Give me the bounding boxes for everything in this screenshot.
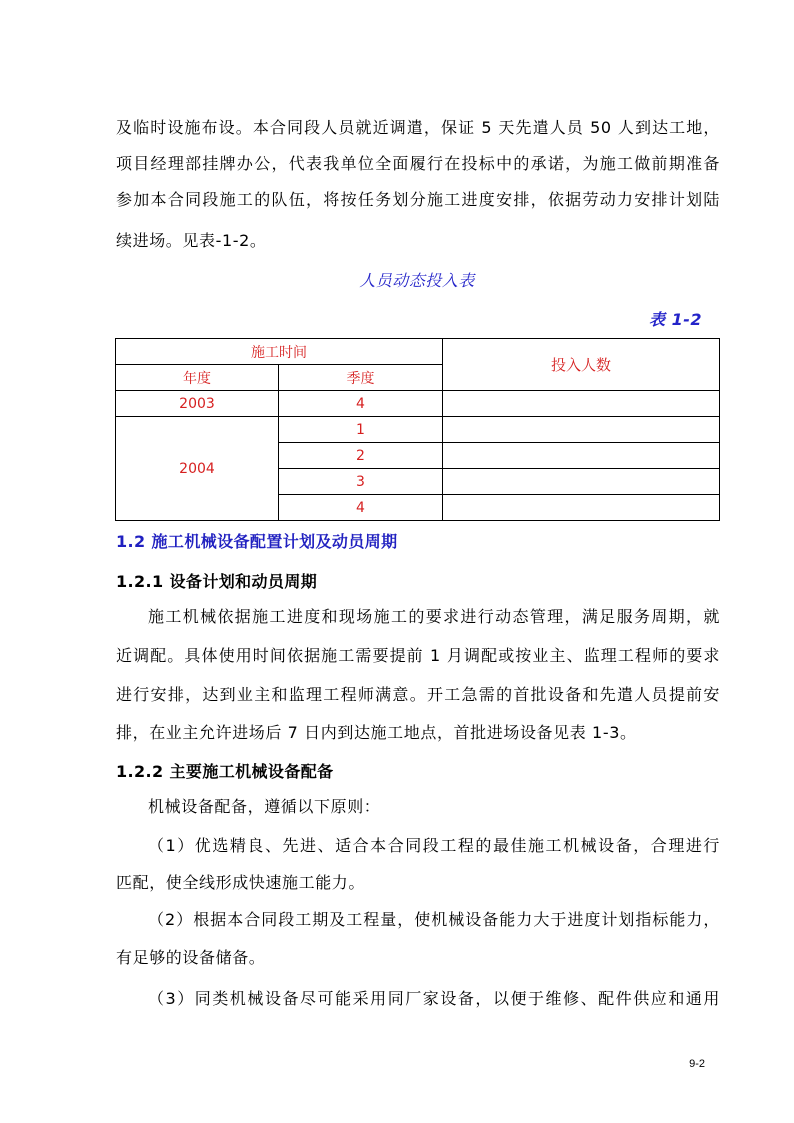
- intro-line-3: 参加本合同段施工的队伍，将按任务划分施工进度安排，依据劳动力安排计划陆: [116, 190, 720, 209]
- table-title: 人员动态投入表: [359, 271, 475, 290]
- para-1-2-2-line-4: （2）根据本合同段工期及工程量，使机械设备能力大于进度计划指标能力，: [148, 910, 720, 929]
- cell-people: [443, 469, 720, 495]
- cell-year: 2004: [116, 417, 279, 521]
- para-1-2-1-line-2: 近调配。具体使用时间依据施工需要提前 1 月调配或按业主、监理工程师的要求: [116, 646, 720, 665]
- para-1-2-2-line-5: 有足够的设备储备。: [116, 948, 266, 967]
- header-quarter: 季度: [279, 365, 443, 391]
- cell-quarter: 4: [279, 391, 443, 417]
- cell-year: 2003: [116, 391, 279, 417]
- cell-people: [443, 495, 720, 521]
- intro-line-2: 项目经理部挂牌办公，代表我单位全面履行在投标中的承诺，为施工做前期准备: [116, 154, 720, 173]
- section-heading-1-2: 1.2 施工机械设备配置计划及动员周期: [116, 532, 398, 551]
- section-heading-1-2-2: 1.2.2 主要施工机械设备配备: [116, 762, 334, 781]
- cell-quarter: 1: [279, 417, 443, 443]
- header-year: 年度: [116, 365, 279, 391]
- table-row: [116, 417, 720, 443]
- intro-line-1: 及临时设施布设。本合同段人员就近调遣，保证 5 天先遣人员 50 人到达工地，: [116, 118, 720, 137]
- cell-quarter: 2: [279, 443, 443, 469]
- cell-quarter: 4: [279, 495, 443, 521]
- para-1-2-2-line-3: 匹配，使全线形成快速施工能力。: [116, 873, 366, 892]
- header-people: 投入人数: [443, 339, 720, 391]
- page-number: 9-2: [689, 1058, 705, 1070]
- para-1-2-1-line-4: 排，在业主允许进场后 7 日内到达施工地点，首批进场设备见表 1-3。: [116, 723, 637, 742]
- intro-line-4: 续进场。见表-1-2。: [116, 231, 267, 250]
- cell-people: [443, 391, 720, 417]
- para-1-2-2-line-6: （3）同类机械设备尽可能采用同厂家设备，以便于维修、配件供应和通用: [148, 989, 720, 1008]
- header-construction-time: 施工时间: [116, 339, 443, 365]
- table-number: 表 1-2: [649, 310, 702, 329]
- table-header-row: [116, 339, 720, 365]
- para-1-2-1-line-1: 施工机械依据施工进度和现场施工的要求进行动态管理，满足服务周期，就: [148, 607, 720, 626]
- cell-quarter: 3: [279, 469, 443, 495]
- para-1-2-2-line-1: 机械设备配备，遵循以下原则：: [148, 797, 381, 816]
- cell-people: [443, 443, 720, 469]
- table-row: [116, 391, 720, 417]
- cell-people: [443, 417, 720, 443]
- para-1-2-2-line-2: （1）优选精良、先进、适合本合同段工程的最佳施工机械设备，合理进行: [148, 836, 720, 855]
- staff-table: [115, 338, 720, 521]
- para-1-2-1-line-3: 进行安排，达到业主和监理工程师满意。开工急需的首批设备和先遣人员提前安: [116, 685, 720, 704]
- section-heading-1-2-1: 1.2.1 设备计划和动员周期: [116, 572, 318, 591]
